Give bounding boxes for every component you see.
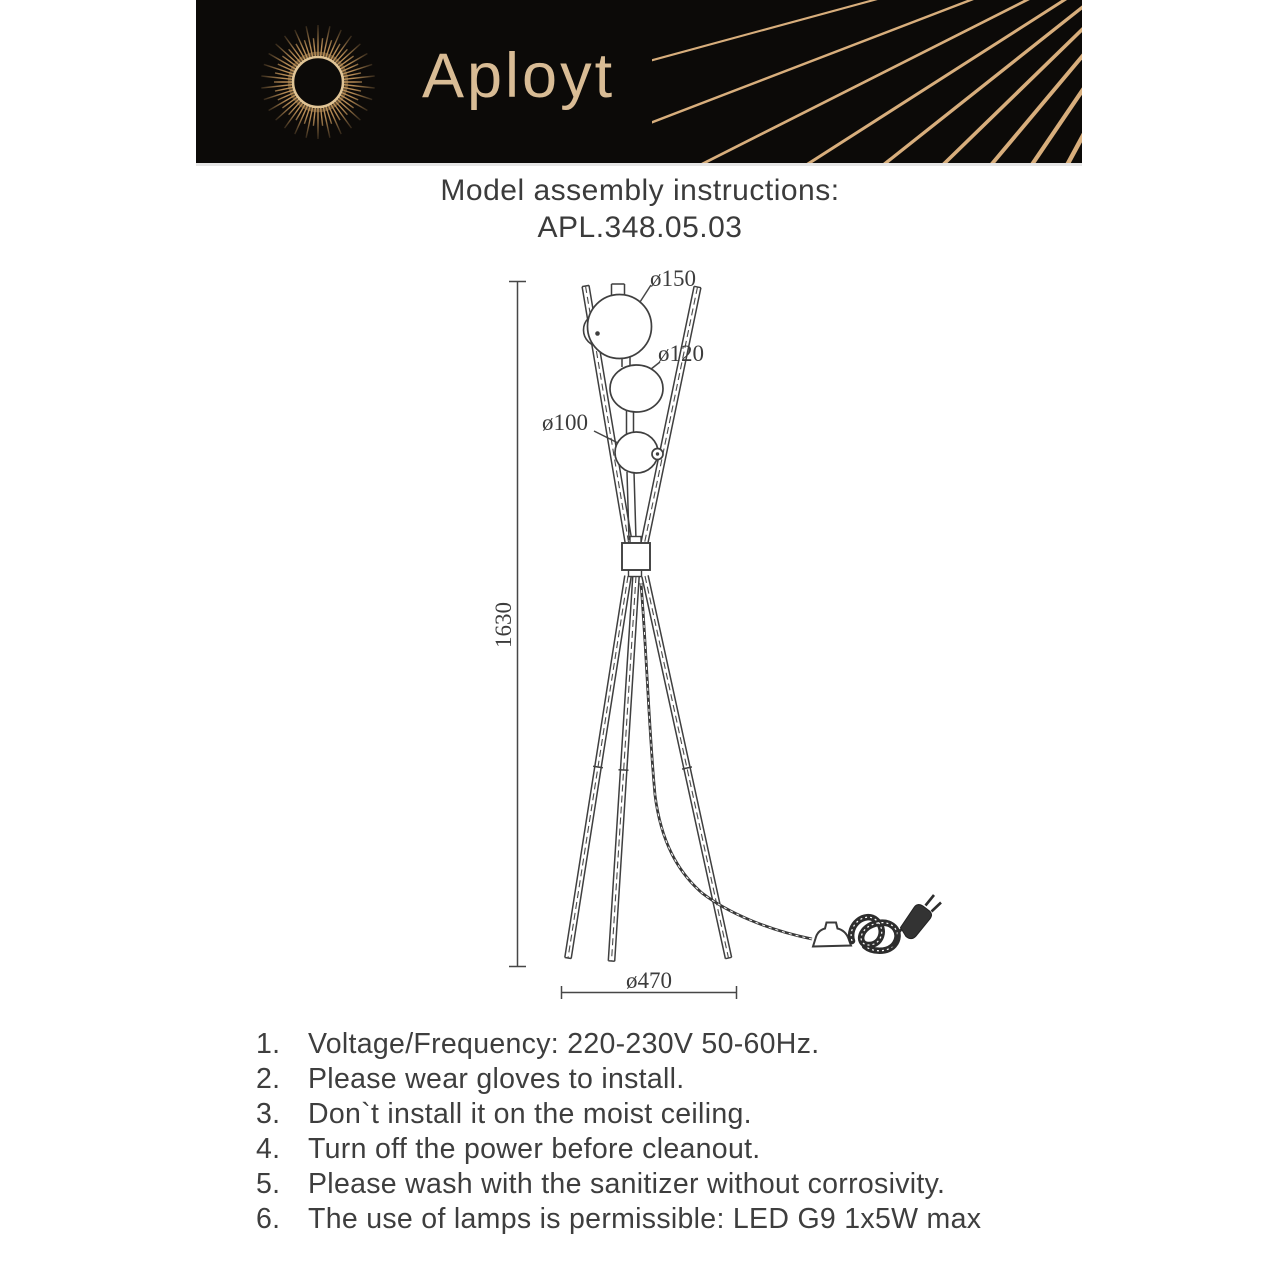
- page-title: [0, 172, 1280, 246]
- instruction-item: [256, 1132, 1096, 1167]
- starburst-logo-icon: [252, 14, 384, 150]
- instruction-text: Turn off the power before cleanout.: [308, 1133, 761, 1165]
- base-diameter-label: ø470: [626, 968, 672, 993]
- instruction-item: [256, 1097, 1096, 1132]
- instruction-text: Don`t install it on the moist ceiling.: [308, 1098, 752, 1130]
- instruction-text: The use of lamps is permissible: LED G9 1x5W max: [308, 1203, 982, 1235]
- instruction-text: Please wear gloves to install.: [308, 1063, 685, 1095]
- instruction-item: [256, 1167, 1096, 1202]
- power-plug: [901, 905, 932, 939]
- foot-switch: [813, 923, 851, 947]
- plug-prongs: [926, 895, 942, 912]
- power-cord-twist: [641, 583, 812, 939]
- top-shade-diameter-label: ø150: [650, 266, 696, 291]
- instruction-item: [256, 1202, 1096, 1237]
- instruction-item: [256, 1027, 1096, 1062]
- middle-shade-diameter-label: ø120: [658, 341, 704, 366]
- title-line-1: Model assembly instructions:: [440, 174, 840, 207]
- instruction-number: 6.: [256, 1203, 281, 1235]
- power-cord: [641, 583, 812, 939]
- instruction-text: Please wash with the sanitizer without corrosivity.: [308, 1168, 946, 1200]
- instruction-number: 1.: [256, 1028, 281, 1060]
- instruction-number: 5.: [256, 1168, 281, 1200]
- lamp-technical-drawing: [480, 250, 960, 1020]
- instruction-number: 3.: [256, 1098, 281, 1130]
- instruction-list: [256, 1027, 1096, 1237]
- title-line-2: APL.348.05.03: [537, 211, 743, 244]
- bottom-shade-diameter-label: ø100: [542, 410, 588, 435]
- instruction-text: Voltage/Frequency: 220-230V 50-60Hz.: [308, 1028, 820, 1060]
- ray-fan-decoration: [652, 0, 1082, 163]
- top-shade: [588, 295, 652, 359]
- height-dimension-label: 1630: [491, 602, 516, 648]
- cord-coil: [851, 917, 897, 951]
- middle-shade: [610, 365, 663, 412]
- brand-name: Aployt: [422, 41, 616, 111]
- brand-header: [196, 0, 1082, 163]
- center-hub: [622, 537, 650, 577]
- instruction-item: [256, 1062, 1096, 1097]
- instruction-number: 4.: [256, 1133, 281, 1165]
- instruction-number: 2.: [256, 1063, 281, 1095]
